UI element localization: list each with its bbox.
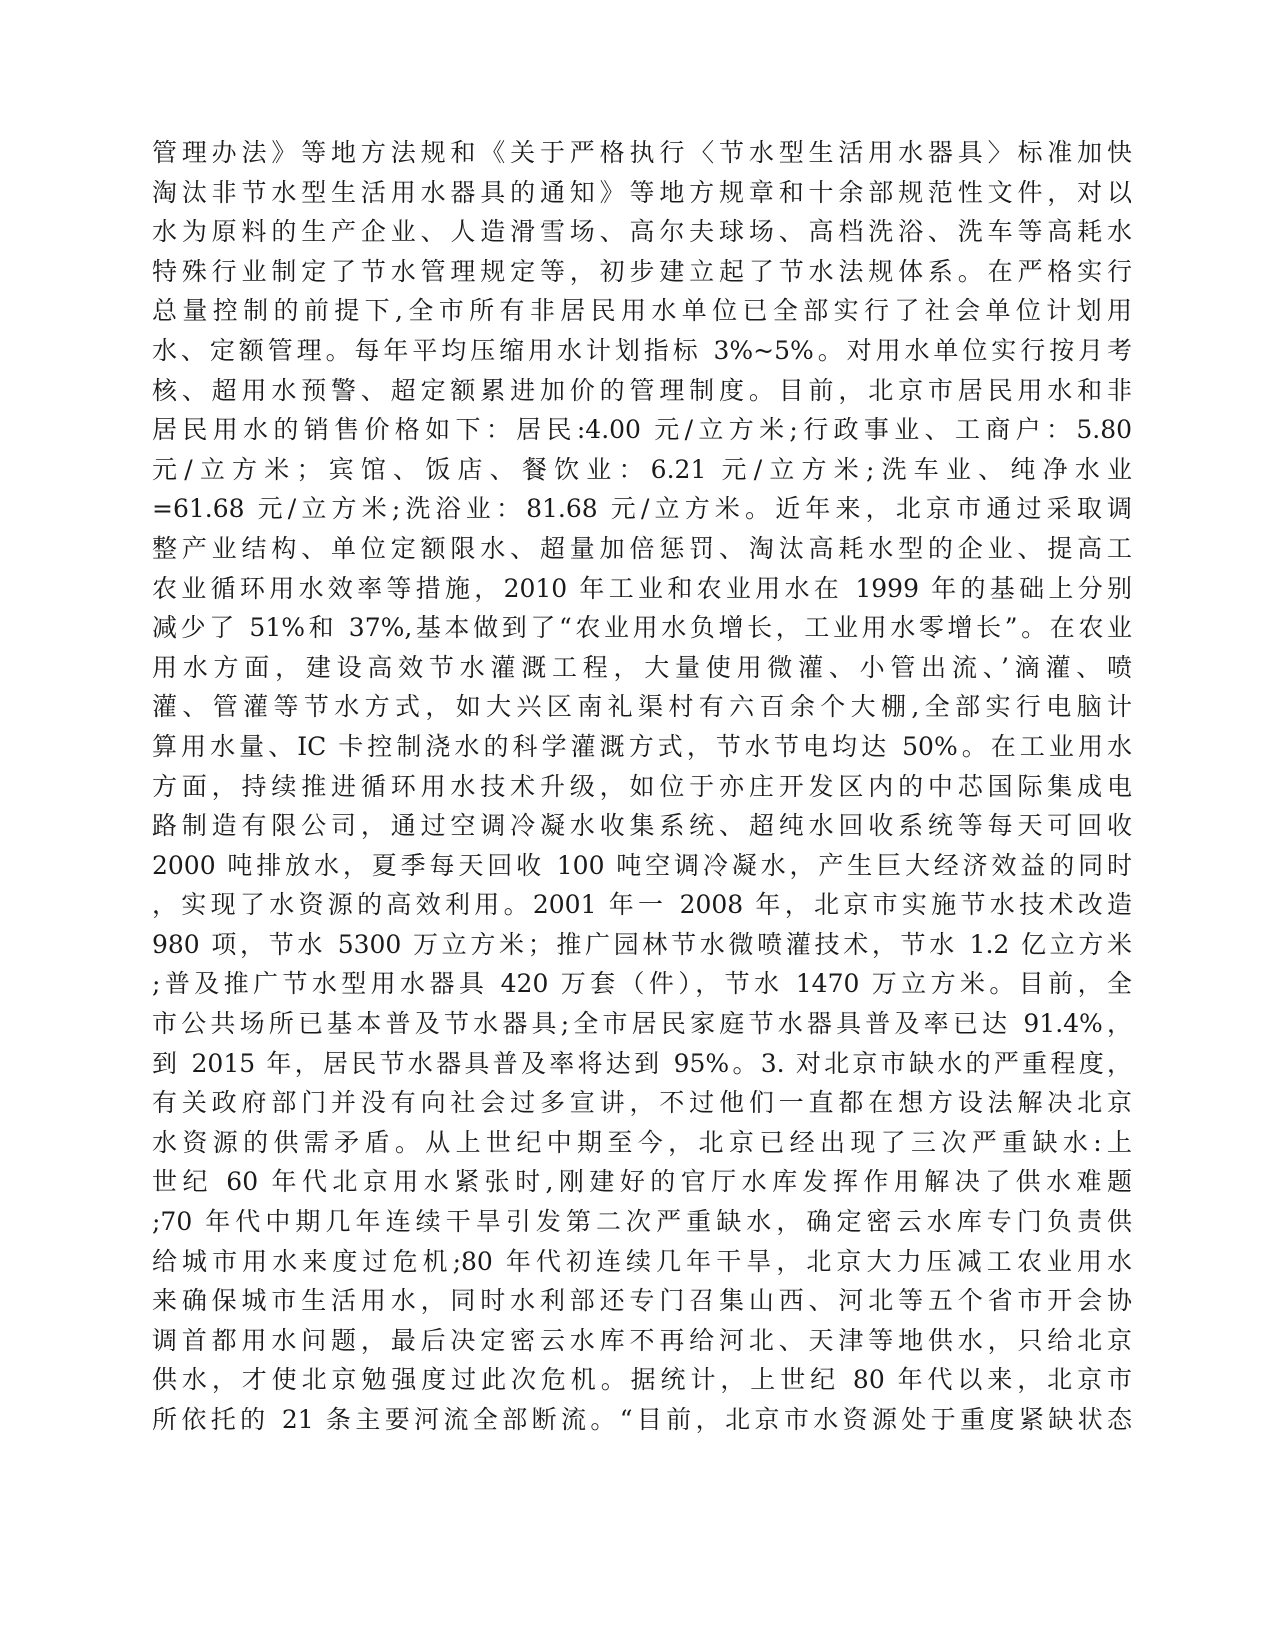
text-line: 市公共场所已基本普及节水器具;全市居民家庭节水器具普及率已达 91.4%，	[152, 1009, 1132, 1039]
text-line: 路制造有限公司，通过空调冷凝水收集系统、超纯水回收系统等每天可回收	[152, 811, 1132, 841]
text-line: 方面，持续推进循环用水技术升级，如位于亦庄开发区内的中芯国际集成电	[152, 771, 1132, 801]
text-line: 世纪 60 年代北京用水紧张时,刚建好的官厅水库发挥作用解决了供水难题	[152, 1167, 1132, 1197]
text-line: 水资源的供需矛盾。从上世纪中期至今，北京已经出现了三次严重缺水:上	[152, 1127, 1132, 1157]
text-line: 来确保城市生活用水，同时水利部还专门召集山西、河北等五个省市开会协	[152, 1286, 1132, 1316]
text-line: 980 项，节水 5300 万立方米；推广园林节水微喷灌技术，节水 1.2 亿立方米	[152, 929, 1132, 959]
text-line: 所依托的 21 条主要河流全部断流。“目前，北京市水资源处于重度紧缺状态	[152, 1405, 1132, 1434]
text-line: 有关政府部门并没有向社会过多宣讲，不过他们一直都在想方设法解决北京	[152, 1088, 1132, 1118]
text-line: ;70 年代中期几年连续干旱引发第二次严重缺水，确定密云水库专门负责供	[152, 1207, 1132, 1237]
text-line: 到 2015 年，居民节水器具普及率将达到 95%。3. 对北京市缺水的严重程度，	[152, 1048, 1132, 1078]
text-line: 给城市用水来度过危机;80 年代初连续几年干旱，北京大力压减工农业用水	[152, 1246, 1132, 1276]
text-line: ;普及推广节水型用水器具 420 万套（件），节水 1470 万立方米。目前，全	[152, 969, 1132, 999]
text-line: 整产业结构、单位定额限水、超量加倍惩罚、淘汰高耗水型的企业、提高工	[152, 533, 1132, 563]
text-line: 农业循环用水效率等措施，2010 年工业和农业用水在 1999 年的基础上分别	[152, 573, 1132, 603]
text-line: 算用水量、IC 卡控制浇水的科学灌溉方式，节水节电均达 50%。在工业用水	[152, 731, 1132, 761]
text-line: 淘汰非节水型生活用水器具的通知》等地方规章和十余部规范性文件，对以	[152, 177, 1132, 207]
text-line: 居民用水的销售价格如下：居民:4.00 元/立方米;行政事业、工商户：5.80	[152, 415, 1132, 445]
text-line: 核、超用水预警、超定额累进加价的管理制度。目前，北京市居民用水和非	[152, 375, 1132, 405]
text-line: 供水，才使北京勉强度过此次危机。据统计，上世纪 80 年代以来，北京市	[152, 1365, 1132, 1395]
text-line: 水、定额管理。每年平均压缩用水计划指标 3%~5%。对用水单位实行按月考	[152, 335, 1132, 365]
text-line: ，实现了水资源的高效利用。2001 年一 2008 年，北京市实施节水技术改造	[152, 890, 1132, 920]
text-line: 灌、管灌等节水方式，如大兴区南礼渠村有六百余个大棚,全部实行电脑计	[152, 692, 1132, 722]
text-line: 特殊行业制定了节水管理规定等，初步建立起了节水法规体系。在严格实行	[152, 256, 1132, 286]
text-line: 总量控制的前提下,全市所有非居民用水单位已全部实行了社会单位计划用	[152, 296, 1132, 326]
text-line: 减少了 51%和 37%,基本做到了“农业用水负增长，工业用水零增长”。在农业	[152, 613, 1132, 643]
text-line: 元/立方米；宾馆、饭店、餐饮业：6.21 元/立方米;洗车业、纯净水业	[152, 454, 1132, 484]
text-line: =61.68 元/立方米;洗浴业：81.68 元/立方米。近年来，北京市通过采取调	[152, 494, 1132, 524]
text-line: 2000 吨排放水，夏季每天回收 100 吨空调冷凝水，产生巨大经济效益的同时	[152, 850, 1132, 880]
text-line: 用水方面，建设高效节水灌溉工程，大量使用微灌、小管出流、’滴灌、喷	[152, 652, 1132, 682]
body-text	[152, 133, 1132, 1440]
text-line: 调首都用水问题，最后决定密云水库不再给河北、天津等地供水，只给北京	[152, 1325, 1132, 1355]
text-line: 水为原料的生产企业、人造滑雪场、高尔夫球场、高档洗浴、洗车等高耗水	[152, 217, 1132, 247]
text-line: 管理办法》等地方法规和《关于严格执行〈节水型生活用水器具〉标准加快	[152, 138, 1132, 167]
